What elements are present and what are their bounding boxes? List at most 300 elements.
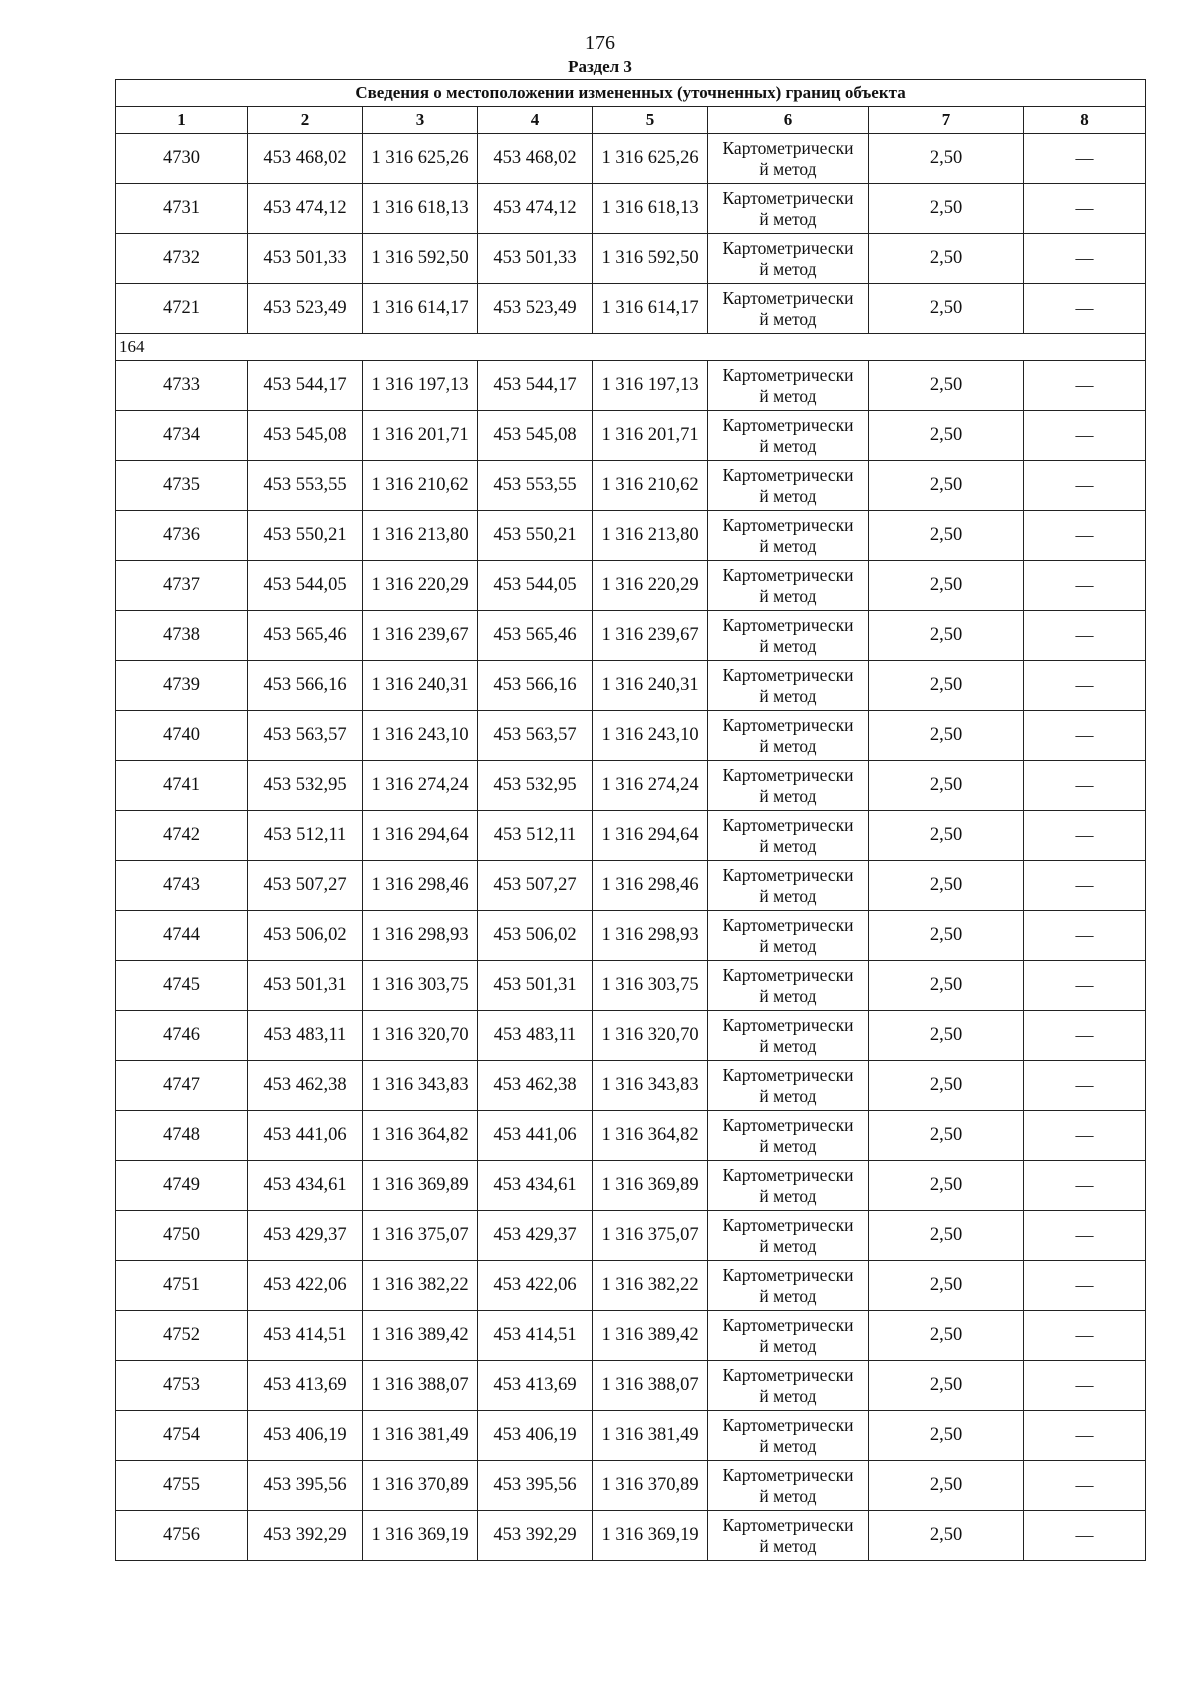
method-text-line: Картометрически bbox=[722, 287, 854, 308]
new-x-cell: 453 565,46 bbox=[478, 611, 593, 661]
column-number: 8 bbox=[1024, 107, 1146, 134]
table-row bbox=[116, 561, 1146, 611]
accuracy-cell: 2,50 bbox=[869, 461, 1024, 511]
old-y-cell: 1 316 213,80 bbox=[363, 511, 478, 561]
accuracy-cell: 2,50 bbox=[869, 861, 1024, 911]
accuracy-cell: 2,50 bbox=[869, 1011, 1024, 1061]
method-text-line: й метод bbox=[759, 735, 817, 756]
method-cell bbox=[708, 911, 869, 961]
accuracy-cell: 2,50 bbox=[869, 911, 1024, 961]
method-text-line: й метод bbox=[759, 435, 817, 456]
point-number-cell: 4752 bbox=[116, 1311, 248, 1361]
point-number-cell: 4739 bbox=[116, 661, 248, 711]
method-text-line: й метод bbox=[759, 1235, 817, 1256]
point-number-cell: 4745 bbox=[116, 961, 248, 1011]
empty-mark-cell: — bbox=[1024, 511, 1146, 561]
old-x-cell: 453 545,08 bbox=[248, 411, 363, 461]
method-text-line: Картометрически bbox=[722, 964, 854, 985]
new-x-cell: 453 413,69 bbox=[478, 1361, 593, 1411]
new-y-cell: 1 316 197,13 bbox=[593, 361, 708, 411]
new-x-cell: 453 501,31 bbox=[478, 961, 593, 1011]
old-x-cell: 453 462,38 bbox=[248, 1061, 363, 1111]
accuracy-cell: 2,50 bbox=[869, 761, 1024, 811]
new-x-cell: 453 483,11 bbox=[478, 1011, 593, 1061]
point-number-cell: 4721 bbox=[116, 284, 248, 334]
method-text-line: Картометрически bbox=[722, 1114, 854, 1135]
method-text-line: й метод bbox=[759, 1085, 817, 1106]
column-number: 4 bbox=[478, 107, 593, 134]
new-x-cell: 453 468,02 bbox=[478, 134, 593, 184]
new-x-cell: 453 441,06 bbox=[478, 1111, 593, 1161]
old-y-cell: 1 316 294,64 bbox=[363, 811, 478, 861]
method-text-line: Картометрически bbox=[722, 1164, 854, 1185]
old-x-cell: 453 544,17 bbox=[248, 361, 363, 411]
point-number-cell: 4738 bbox=[116, 611, 248, 661]
old-y-cell: 1 316 592,50 bbox=[363, 234, 478, 284]
old-x-cell: 453 532,95 bbox=[248, 761, 363, 811]
method-cell bbox=[708, 561, 869, 611]
empty-mark-cell: — bbox=[1024, 561, 1146, 611]
point-number-cell: 4733 bbox=[116, 361, 248, 411]
method-cell bbox=[708, 611, 869, 661]
point-number-cell: 4740 bbox=[116, 711, 248, 761]
point-number-cell: 4732 bbox=[116, 234, 248, 284]
table-row bbox=[116, 411, 1146, 461]
method-text-line: й метод bbox=[759, 158, 817, 179]
old-y-cell: 1 316 298,93 bbox=[363, 911, 478, 961]
method-text-line: й метод bbox=[759, 985, 817, 1006]
method-cell bbox=[708, 511, 869, 561]
old-y-cell: 1 316 618,13 bbox=[363, 184, 478, 234]
table-row bbox=[116, 661, 1146, 711]
old-x-cell: 453 544,05 bbox=[248, 561, 363, 611]
accuracy-cell: 2,50 bbox=[869, 1411, 1024, 1461]
table-row bbox=[116, 361, 1146, 411]
method-cell bbox=[708, 1111, 869, 1161]
method-text-line: й метод bbox=[759, 258, 817, 279]
old-y-cell: 1 316 298,46 bbox=[363, 861, 478, 911]
table-row bbox=[116, 761, 1146, 811]
method-cell bbox=[708, 1211, 869, 1261]
accuracy-cell: 2,50 bbox=[869, 361, 1024, 411]
point-number-cell: 4743 bbox=[116, 861, 248, 911]
accuracy-cell: 2,50 bbox=[869, 1461, 1024, 1511]
table-row bbox=[116, 1061, 1146, 1111]
new-x-cell: 453 392,29 bbox=[478, 1511, 593, 1561]
table-row bbox=[116, 1211, 1146, 1261]
column-number: 3 bbox=[363, 107, 478, 134]
table-row bbox=[116, 861, 1146, 911]
accuracy-cell: 2,50 bbox=[869, 611, 1024, 661]
new-x-cell: 453 406,19 bbox=[478, 1411, 593, 1461]
new-y-cell: 1 316 382,22 bbox=[593, 1261, 708, 1311]
method-cell bbox=[708, 1511, 869, 1561]
method-text-line: й метод bbox=[759, 485, 817, 506]
new-x-cell: 453 507,27 bbox=[478, 861, 593, 911]
column-number: 6 bbox=[708, 107, 869, 134]
old-y-cell: 1 316 220,29 bbox=[363, 561, 478, 611]
table-row bbox=[116, 711, 1146, 761]
point-number-cell: 4756 bbox=[116, 1511, 248, 1561]
empty-mark-cell: — bbox=[1024, 1011, 1146, 1061]
table-row bbox=[116, 511, 1146, 561]
old-y-cell: 1 316 201,71 bbox=[363, 411, 478, 461]
method-text-line: й метод bbox=[759, 1335, 817, 1356]
accuracy-cell: 2,50 bbox=[869, 1061, 1024, 1111]
old-y-cell: 1 316 614,17 bbox=[363, 284, 478, 334]
old-x-cell: 453 392,29 bbox=[248, 1511, 363, 1561]
accuracy-cell: 2,50 bbox=[869, 811, 1024, 861]
old-y-cell: 1 316 381,49 bbox=[363, 1411, 478, 1461]
method-text-line: Картометрически bbox=[722, 137, 854, 158]
method-cell bbox=[708, 411, 869, 461]
empty-mark-cell: — bbox=[1024, 184, 1146, 234]
method-cell bbox=[708, 711, 869, 761]
table-row bbox=[116, 284, 1146, 334]
method-text-line: Картометрически bbox=[722, 1414, 854, 1435]
new-x-cell: 453 523,49 bbox=[478, 284, 593, 334]
method-cell bbox=[708, 1161, 869, 1211]
point-number-cell: 4747 bbox=[116, 1061, 248, 1111]
method-text-line: Картометрически bbox=[722, 1014, 854, 1035]
table-row bbox=[116, 611, 1146, 661]
column-number: 1 bbox=[116, 107, 248, 134]
empty-mark-cell: — bbox=[1024, 461, 1146, 511]
old-x-cell: 453 441,06 bbox=[248, 1111, 363, 1161]
method-text-line: й метод bbox=[759, 785, 817, 806]
point-number-cell: 4741 bbox=[116, 761, 248, 811]
method-text-line: Картометрически bbox=[722, 714, 854, 735]
method-text-line: й метод bbox=[759, 208, 817, 229]
new-y-cell: 1 316 239,67 bbox=[593, 611, 708, 661]
method-text-line: й метод bbox=[759, 685, 817, 706]
new-y-cell: 1 316 243,10 bbox=[593, 711, 708, 761]
new-y-cell: 1 316 210,62 bbox=[593, 461, 708, 511]
method-cell bbox=[708, 1311, 869, 1361]
empty-mark-cell: — bbox=[1024, 711, 1146, 761]
empty-mark-cell: — bbox=[1024, 611, 1146, 661]
accuracy-cell: 2,50 bbox=[869, 184, 1024, 234]
new-x-cell: 453 395,56 bbox=[478, 1461, 593, 1511]
point-number-cell: 4737 bbox=[116, 561, 248, 611]
method-cell bbox=[708, 1461, 869, 1511]
old-x-cell: 453 413,69 bbox=[248, 1361, 363, 1411]
accuracy-cell: 2,50 bbox=[869, 711, 1024, 761]
point-number-cell: 4736 bbox=[116, 511, 248, 561]
empty-mark-cell: — bbox=[1024, 1511, 1146, 1561]
method-text-line: Картометрически bbox=[722, 187, 854, 208]
method-cell bbox=[708, 1411, 869, 1461]
point-number-cell: 4755 bbox=[116, 1461, 248, 1511]
accuracy-cell: 2,50 bbox=[869, 961, 1024, 1011]
old-y-cell: 1 316 364,82 bbox=[363, 1111, 478, 1161]
old-x-cell: 453 474,12 bbox=[248, 184, 363, 234]
method-text-line: й метод bbox=[759, 835, 817, 856]
table-row bbox=[116, 1011, 1146, 1061]
old-x-cell: 453 483,11 bbox=[248, 1011, 363, 1061]
accuracy-cell: 2,50 bbox=[869, 1511, 1024, 1561]
empty-mark-cell: — bbox=[1024, 1411, 1146, 1461]
new-y-cell: 1 316 303,75 bbox=[593, 961, 708, 1011]
old-y-cell: 1 316 320,70 bbox=[363, 1011, 478, 1061]
point-number-cell: 4734 bbox=[116, 411, 248, 461]
method-cell bbox=[708, 811, 869, 861]
new-x-cell: 453 506,02 bbox=[478, 911, 593, 961]
old-y-cell: 1 316 375,07 bbox=[363, 1211, 478, 1261]
accuracy-cell: 2,50 bbox=[869, 1311, 1024, 1361]
old-x-cell: 453 565,46 bbox=[248, 611, 363, 661]
method-text-line: Картометрически bbox=[722, 414, 854, 435]
new-y-cell: 1 316 320,70 bbox=[593, 1011, 708, 1061]
method-text-line: Картометрически bbox=[722, 1464, 854, 1485]
new-x-cell: 453 501,33 bbox=[478, 234, 593, 284]
old-x-cell: 453 429,37 bbox=[248, 1211, 363, 1261]
method-text-line: Картометрически bbox=[722, 514, 854, 535]
boundary-coordinates-table bbox=[115, 79, 1146, 1561]
method-cell bbox=[708, 1361, 869, 1411]
table-caption: Сведения о местоположении измененных (уточненных) границ объекта bbox=[116, 80, 1146, 107]
method-text-line: й метод bbox=[759, 1035, 817, 1056]
method-text-line: й метод bbox=[759, 935, 817, 956]
table-row bbox=[116, 961, 1146, 1011]
new-x-cell: 453 544,05 bbox=[478, 561, 593, 611]
method-text-line: й метод bbox=[759, 1485, 817, 1506]
method-text-line: Картометрически bbox=[722, 764, 854, 785]
new-x-cell: 453 550,21 bbox=[478, 511, 593, 561]
old-x-cell: 453 501,33 bbox=[248, 234, 363, 284]
old-y-cell: 1 316 369,19 bbox=[363, 1511, 478, 1561]
method-text-line: й метод bbox=[759, 1185, 817, 1206]
empty-mark-cell: — bbox=[1024, 134, 1146, 184]
new-y-cell: 1 316 298,93 bbox=[593, 911, 708, 961]
method-cell bbox=[708, 461, 869, 511]
method-text-line: Картометрически bbox=[722, 1314, 854, 1335]
new-x-cell: 453 462,38 bbox=[478, 1061, 593, 1111]
column-number: 5 bbox=[593, 107, 708, 134]
accuracy-cell: 2,50 bbox=[869, 284, 1024, 334]
method-text-line: Картометрически bbox=[722, 814, 854, 835]
accuracy-cell: 2,50 bbox=[869, 1361, 1024, 1411]
empty-mark-cell: — bbox=[1024, 861, 1146, 911]
point-number-cell: 4748 bbox=[116, 1111, 248, 1161]
new-y-cell: 1 316 213,80 bbox=[593, 511, 708, 561]
old-x-cell: 453 434,61 bbox=[248, 1161, 363, 1211]
new-y-cell: 1 316 389,42 bbox=[593, 1311, 708, 1361]
empty-mark-cell: — bbox=[1024, 1211, 1146, 1261]
method-text-line: Картометрически bbox=[722, 364, 854, 385]
new-y-cell: 1 316 343,83 bbox=[593, 1061, 708, 1111]
new-y-cell: 1 316 375,07 bbox=[593, 1211, 708, 1261]
method-cell bbox=[708, 961, 869, 1011]
new-y-cell: 1 316 614,17 bbox=[593, 284, 708, 334]
method-cell bbox=[708, 361, 869, 411]
table-row bbox=[116, 1111, 1146, 1161]
column-number: 2 bbox=[248, 107, 363, 134]
point-number-cell: 4746 bbox=[116, 1011, 248, 1061]
new-y-cell: 1 316 592,50 bbox=[593, 234, 708, 284]
new-x-cell: 453 532,95 bbox=[478, 761, 593, 811]
new-x-cell: 453 429,37 bbox=[478, 1211, 593, 1261]
new-y-cell: 1 316 618,13 bbox=[593, 184, 708, 234]
old-y-cell: 1 316 625,26 bbox=[363, 134, 478, 184]
method-cell bbox=[708, 1261, 869, 1311]
method-text-line: й метод bbox=[759, 1385, 817, 1406]
point-number-cell: 4744 bbox=[116, 911, 248, 961]
method-text-line: Картометрически bbox=[722, 1214, 854, 1235]
empty-mark-cell: — bbox=[1024, 1261, 1146, 1311]
table-row bbox=[116, 1461, 1146, 1511]
method-text-line: й метод bbox=[759, 885, 817, 906]
new-y-cell: 1 316 381,49 bbox=[593, 1411, 708, 1461]
old-y-cell: 1 316 303,75 bbox=[363, 961, 478, 1011]
empty-mark-cell: — bbox=[1024, 1461, 1146, 1511]
old-x-cell: 453 553,55 bbox=[248, 461, 363, 511]
method-cell bbox=[708, 661, 869, 711]
method-cell bbox=[708, 134, 869, 184]
method-text-line: й метод bbox=[759, 1535, 817, 1556]
new-x-cell: 453 566,16 bbox=[478, 661, 593, 711]
table-row bbox=[116, 1311, 1146, 1361]
old-y-cell: 1 316 370,89 bbox=[363, 1461, 478, 1511]
method-cell bbox=[708, 234, 869, 284]
new-y-cell: 1 316 274,24 bbox=[593, 761, 708, 811]
old-y-cell: 1 316 240,31 bbox=[363, 661, 478, 711]
old-x-cell: 453 395,56 bbox=[248, 1461, 363, 1511]
old-y-cell: 1 316 343,83 bbox=[363, 1061, 478, 1111]
method-text-line: й метод bbox=[759, 1135, 817, 1156]
point-number-cell: 4735 bbox=[116, 461, 248, 511]
point-number-cell: 4731 bbox=[116, 184, 248, 234]
accuracy-cell: 2,50 bbox=[869, 234, 1024, 284]
method-text-line: й метод bbox=[759, 1285, 817, 1306]
new-y-cell: 1 316 240,31 bbox=[593, 661, 708, 711]
new-y-cell: 1 316 369,89 bbox=[593, 1161, 708, 1211]
empty-mark-cell: — bbox=[1024, 961, 1146, 1011]
old-y-cell: 1 316 210,62 bbox=[363, 461, 478, 511]
method-text-line: й метод bbox=[759, 308, 817, 329]
old-y-cell: 1 316 369,89 bbox=[363, 1161, 478, 1211]
table-row bbox=[116, 234, 1146, 284]
old-y-cell: 1 316 197,13 bbox=[363, 361, 478, 411]
new-x-cell: 453 563,57 bbox=[478, 711, 593, 761]
new-x-cell: 453 422,06 bbox=[478, 1261, 593, 1311]
old-x-cell: 453 414,51 bbox=[248, 1311, 363, 1361]
point-number-cell: 4749 bbox=[116, 1161, 248, 1211]
method-text-line: Картометрически bbox=[722, 1064, 854, 1085]
new-y-cell: 1 316 220,29 bbox=[593, 561, 708, 611]
new-y-cell: 1 316 369,19 bbox=[593, 1511, 708, 1561]
old-x-cell: 453 512,11 bbox=[248, 811, 363, 861]
contour-number: 164 bbox=[116, 334, 1146, 361]
column-number-row bbox=[116, 107, 1146, 134]
method-cell bbox=[708, 861, 869, 911]
column-number: 7 bbox=[869, 107, 1024, 134]
accuracy-cell: 2,50 bbox=[869, 411, 1024, 461]
empty-mark-cell: — bbox=[1024, 1361, 1146, 1411]
method-text-line: Картометрически bbox=[722, 1364, 854, 1385]
new-y-cell: 1 316 625,26 bbox=[593, 134, 708, 184]
old-x-cell: 453 468,02 bbox=[248, 134, 363, 184]
empty-mark-cell: — bbox=[1024, 411, 1146, 461]
old-x-cell: 453 501,31 bbox=[248, 961, 363, 1011]
table-row bbox=[116, 461, 1146, 511]
accuracy-cell: 2,50 bbox=[869, 134, 1024, 184]
table-body bbox=[116, 134, 1146, 1561]
old-y-cell: 1 316 239,67 bbox=[363, 611, 478, 661]
old-x-cell: 453 406,19 bbox=[248, 1411, 363, 1461]
empty-mark-cell: — bbox=[1024, 234, 1146, 284]
accuracy-cell: 2,50 bbox=[869, 661, 1024, 711]
accuracy-cell: 2,50 bbox=[869, 1161, 1024, 1211]
empty-mark-cell: — bbox=[1024, 1111, 1146, 1161]
point-number-cell: 4742 bbox=[116, 811, 248, 861]
new-x-cell: 453 512,11 bbox=[478, 811, 593, 861]
table-row bbox=[116, 184, 1146, 234]
method-text-line: Картометрически bbox=[722, 564, 854, 585]
new-y-cell: 1 316 388,07 bbox=[593, 1361, 708, 1411]
method-text-line: й метод bbox=[759, 1435, 817, 1456]
accuracy-cell: 2,50 bbox=[869, 561, 1024, 611]
point-number-cell: 4751 bbox=[116, 1261, 248, 1311]
point-number-cell: 4750 bbox=[116, 1211, 248, 1261]
table-row bbox=[116, 134, 1146, 184]
method-cell bbox=[708, 1061, 869, 1111]
new-y-cell: 1 316 201,71 bbox=[593, 411, 708, 461]
method-text-line: Картометрически bbox=[722, 914, 854, 935]
old-x-cell: 453 566,16 bbox=[248, 661, 363, 711]
table-row bbox=[116, 911, 1146, 961]
method-text-line: й метод bbox=[759, 635, 817, 656]
method-text-line: Картометрически bbox=[722, 664, 854, 685]
method-text-line: й метод bbox=[759, 385, 817, 406]
old-y-cell: 1 316 382,22 bbox=[363, 1261, 478, 1311]
empty-mark-cell: — bbox=[1024, 361, 1146, 411]
old-x-cell: 453 550,21 bbox=[248, 511, 363, 561]
table-row bbox=[116, 1261, 1146, 1311]
accuracy-cell: 2,50 bbox=[869, 1111, 1024, 1161]
old-x-cell: 453 507,27 bbox=[248, 861, 363, 911]
old-x-cell: 453 422,06 bbox=[248, 1261, 363, 1311]
new-y-cell: 1 316 364,82 bbox=[593, 1111, 708, 1161]
method-cell bbox=[708, 1011, 869, 1061]
method-cell bbox=[708, 184, 869, 234]
accuracy-cell: 2,50 bbox=[869, 1261, 1024, 1311]
new-x-cell: 453 414,51 bbox=[478, 1311, 593, 1361]
accuracy-cell: 2,50 bbox=[869, 511, 1024, 561]
point-number-cell: 4754 bbox=[116, 1411, 248, 1461]
point-number-cell: 4730 bbox=[116, 134, 248, 184]
table-row bbox=[116, 811, 1146, 861]
method-text-line: Картометрически bbox=[722, 237, 854, 258]
empty-mark-cell: — bbox=[1024, 1061, 1146, 1111]
method-cell bbox=[708, 761, 869, 811]
method-text-line: Картометрически bbox=[722, 1514, 854, 1535]
table-row bbox=[116, 1361, 1146, 1411]
method-text-line: й метод bbox=[759, 535, 817, 556]
old-x-cell: 453 563,57 bbox=[248, 711, 363, 761]
method-text-line: Картометрически bbox=[722, 464, 854, 485]
method-text-line: Картометрически bbox=[722, 614, 854, 635]
empty-mark-cell: — bbox=[1024, 811, 1146, 861]
new-y-cell: 1 316 370,89 bbox=[593, 1461, 708, 1511]
new-x-cell: 453 544,17 bbox=[478, 361, 593, 411]
new-x-cell: 453 545,08 bbox=[478, 411, 593, 461]
new-x-cell: 453 474,12 bbox=[478, 184, 593, 234]
table-row bbox=[116, 1161, 1146, 1211]
old-y-cell: 1 316 388,07 bbox=[363, 1361, 478, 1411]
new-x-cell: 453 434,61 bbox=[478, 1161, 593, 1211]
old-x-cell: 453 523,49 bbox=[248, 284, 363, 334]
